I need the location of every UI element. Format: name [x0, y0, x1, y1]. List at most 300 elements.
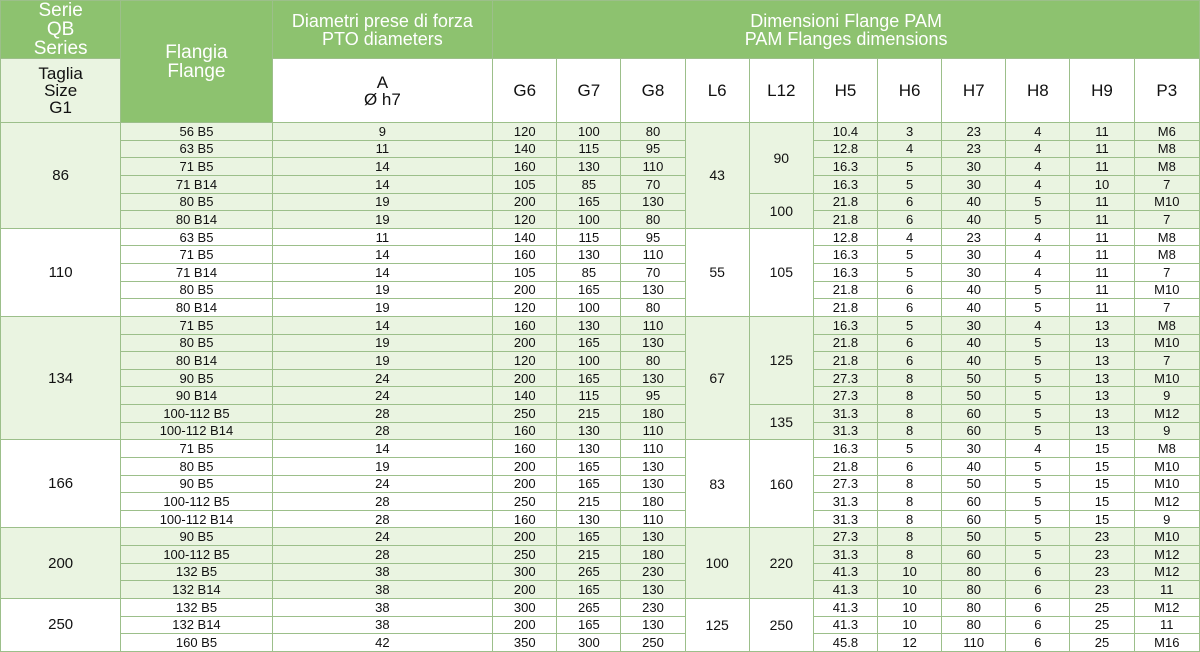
h7-cell: 60 [942, 493, 1006, 511]
a-cell: 14 [272, 246, 493, 264]
g7-cell: 130 [557, 422, 621, 440]
p3-cell: 7 [1134, 211, 1199, 229]
g6-cell: 200 [493, 475, 557, 493]
flange-cell: 90 B5 [121, 475, 272, 493]
h8-cell: 6 [1006, 581, 1070, 599]
flange-cell: 71 B5 [121, 440, 272, 458]
h6-cell: 12 [878, 634, 942, 652]
a-cell: 24 [272, 369, 493, 387]
pto-header-line: Diametri prese di forza [291, 10, 473, 31]
size-header-line: Size [44, 81, 78, 100]
h9-cell: 11 [1070, 264, 1134, 282]
h9-cell: 11 [1070, 228, 1134, 246]
g6-cell: 120 [493, 123, 557, 141]
table-row [1, 281, 1200, 299]
a-cell: 42 [272, 634, 493, 652]
h6-cell: 8 [878, 405, 942, 423]
table-row [1, 598, 1200, 616]
g6-cell: 160 [493, 158, 557, 176]
h5-cell: 31.3 [813, 422, 877, 440]
h7-cell: 50 [942, 475, 1006, 493]
g7-cell: 85 [557, 264, 621, 282]
flange-cell: 160 B5 [121, 634, 272, 652]
flange-cell: 100-112 B14 [121, 422, 272, 440]
a-cell: 28 [272, 493, 493, 511]
g8-cell: 110 [621, 316, 685, 334]
g6-cell: 200 [493, 369, 557, 387]
h7-cell: 60 [942, 510, 1006, 528]
series-header [1, 1, 121, 59]
h8-cell: 5 [1006, 193, 1070, 211]
g6-cell: 140 [493, 228, 557, 246]
g6-cell: 200 [493, 581, 557, 599]
table-row [1, 546, 1200, 564]
h5-cell: 10.4 [813, 123, 877, 141]
g8-cell: 110 [621, 510, 685, 528]
h5-cell: 27.3 [813, 528, 877, 546]
a-cell: 14 [272, 264, 493, 282]
h9-cell: 25 [1070, 598, 1134, 616]
h9-cell: 11 [1070, 158, 1134, 176]
h5-cell: 21.8 [813, 211, 877, 229]
h9-cell: 11 [1070, 246, 1134, 264]
p3-cell: M10 [1134, 193, 1199, 211]
h6-cell: 8 [878, 493, 942, 511]
a-cell: 24 [272, 475, 493, 493]
table-row [1, 175, 1200, 193]
a-header-line: Ø h7 [363, 89, 401, 109]
h7-cell: 40 [942, 281, 1006, 299]
col-header-l6: L6 [685, 59, 749, 123]
h6-cell: 8 [878, 475, 942, 493]
p3-cell: M12 [1134, 405, 1199, 423]
g6-cell: 105 [493, 175, 557, 193]
h6-cell: 6 [878, 457, 942, 475]
flange-cell: 80 B5 [121, 193, 272, 211]
flange-cell: 56 B5 [121, 123, 272, 141]
g8-cell: 130 [621, 616, 685, 634]
a-cell: 14 [272, 158, 493, 176]
h6-cell: 5 [878, 264, 942, 282]
h9-cell: 13 [1070, 387, 1134, 405]
h7-cell: 80 [942, 563, 1006, 581]
g7-cell: 100 [557, 211, 621, 229]
h7-cell: 50 [942, 387, 1006, 405]
g8-cell: 110 [621, 246, 685, 264]
g7-cell: 165 [557, 581, 621, 599]
h6-cell: 6 [878, 211, 942, 229]
g7-cell: 215 [557, 405, 621, 423]
h6-cell: 10 [878, 616, 942, 634]
flange-cell: 80 B5 [121, 457, 272, 475]
table-row [1, 316, 1200, 334]
g6-cell: 120 [493, 352, 557, 370]
table-body [1, 123, 1200, 652]
h9-cell: 15 [1070, 510, 1134, 528]
g6-cell: 250 [493, 493, 557, 511]
h5-cell: 27.3 [813, 387, 877, 405]
g6-cell: 200 [493, 281, 557, 299]
flange-header [121, 1, 272, 123]
table-row [1, 422, 1200, 440]
col-header-h8: H8 [1006, 59, 1070, 123]
a-cell: 19 [272, 334, 493, 352]
h8-cell: 4 [1006, 264, 1070, 282]
h9-cell: 13 [1070, 352, 1134, 370]
flange-header-line: Flange [167, 60, 226, 82]
g7-cell: 100 [557, 299, 621, 317]
series-header-line: Serie [38, 0, 83, 21]
g8-cell: 110 [621, 440, 685, 458]
table-row [1, 369, 1200, 387]
flange-cell: 80 B14 [121, 352, 272, 370]
g7-cell: 165 [557, 616, 621, 634]
flange-cell: 80 B14 [121, 211, 272, 229]
g7-cell: 130 [557, 246, 621, 264]
h8-cell: 5 [1006, 493, 1070, 511]
h8-cell: 4 [1006, 175, 1070, 193]
h6-cell: 4 [878, 228, 942, 246]
h9-cell: 15 [1070, 457, 1134, 475]
g6-cell: 140 [493, 140, 557, 158]
h7-cell: 30 [942, 175, 1006, 193]
h8-cell: 4 [1006, 158, 1070, 176]
g8-cell: 95 [621, 228, 685, 246]
a-cell: 19 [272, 193, 493, 211]
h5-cell: 21.8 [813, 281, 877, 299]
size-header-line: Taglia [38, 64, 83, 83]
p3-cell: M8 [1134, 246, 1199, 264]
h8-cell: 6 [1006, 634, 1070, 652]
p3-cell: M8 [1134, 158, 1199, 176]
g7-cell: 130 [557, 158, 621, 176]
g6-cell: 300 [493, 563, 557, 581]
h6-cell: 6 [878, 352, 942, 370]
a-cell: 19 [272, 211, 493, 229]
g6-cell: 160 [493, 422, 557, 440]
a-cell: 14 [272, 440, 493, 458]
flange-cell: 80 B5 [121, 334, 272, 352]
g8-cell: 130 [621, 369, 685, 387]
flange-cell: 71 B14 [121, 264, 272, 282]
h5-cell: 21.8 [813, 352, 877, 370]
flange-cell: 90 B5 [121, 528, 272, 546]
a-cell: 9 [272, 123, 493, 141]
p3-cell: 7 [1134, 264, 1199, 282]
g7-cell: 130 [557, 440, 621, 458]
h5-cell: 21.8 [813, 299, 877, 317]
pto-header-line: PTO diameters [322, 28, 443, 49]
h8-cell: 5 [1006, 457, 1070, 475]
h7-cell: 40 [942, 334, 1006, 352]
flange-header-line: Flangia [165, 41, 228, 63]
g8-cell: 110 [621, 422, 685, 440]
g7-cell: 115 [557, 228, 621, 246]
a-cell: 38 [272, 616, 493, 634]
p3-cell: M12 [1134, 493, 1199, 511]
g6-cell: 120 [493, 299, 557, 317]
flange-cell: 80 B14 [121, 299, 272, 317]
g7-cell: 130 [557, 510, 621, 528]
h6-cell: 8 [878, 369, 942, 387]
h9-cell: 15 [1070, 475, 1134, 493]
a-cell: 24 [272, 528, 493, 546]
g7-cell: 115 [557, 387, 621, 405]
g8-cell: 80 [621, 123, 685, 141]
flange-cell: 90 B5 [121, 369, 272, 387]
g7-cell: 165 [557, 281, 621, 299]
h8-cell: 5 [1006, 510, 1070, 528]
h7-cell: 40 [942, 457, 1006, 475]
size-cell: 86 [1, 123, 121, 229]
a-cell: 19 [272, 457, 493, 475]
h9-cell: 13 [1070, 422, 1134, 440]
h9-cell: 25 [1070, 616, 1134, 634]
g8-cell: 110 [621, 158, 685, 176]
g6-cell: 200 [493, 334, 557, 352]
h7-cell: 40 [942, 352, 1006, 370]
col-header-l12: L12 [749, 59, 813, 123]
h8-cell: 5 [1006, 528, 1070, 546]
g7-cell: 215 [557, 493, 621, 511]
g7-cell: 215 [557, 546, 621, 564]
h5-cell: 21.8 [813, 457, 877, 475]
h8-cell: 5 [1006, 211, 1070, 229]
table-header [1, 1, 1200, 123]
h5-cell: 12.8 [813, 228, 877, 246]
g7-cell: 85 [557, 175, 621, 193]
table-row [1, 299, 1200, 317]
h5-cell: 31.3 [813, 510, 877, 528]
h5-cell: 41.3 [813, 581, 877, 599]
l12-cell: 220 [749, 528, 813, 599]
a-cell: 19 [272, 299, 493, 317]
g6-cell: 300 [493, 598, 557, 616]
table-row [1, 457, 1200, 475]
h6-cell: 5 [878, 175, 942, 193]
table-row [1, 581, 1200, 599]
flange-cell: 132 B14 [121, 616, 272, 634]
g8-cell: 230 [621, 563, 685, 581]
p3-cell: M6 [1134, 123, 1199, 141]
h6-cell: 10 [878, 581, 942, 599]
h8-cell: 4 [1006, 123, 1070, 141]
h5-cell: 16.3 [813, 316, 877, 334]
h6-cell: 6 [878, 281, 942, 299]
size-cell: 134 [1, 316, 121, 439]
h5-cell: 16.3 [813, 158, 877, 176]
h8-cell: 6 [1006, 563, 1070, 581]
col-header-h6: H6 [878, 59, 942, 123]
g7-cell: 130 [557, 316, 621, 334]
flange-cell: 90 B14 [121, 387, 272, 405]
h7-cell: 30 [942, 316, 1006, 334]
p3-cell: 11 [1134, 581, 1199, 599]
a-header [272, 59, 493, 123]
pam-header-line: Dimensioni Flange PAM [750, 10, 942, 31]
p3-cell: 7 [1134, 299, 1199, 317]
h7-cell: 110 [942, 634, 1006, 652]
p3-cell: 7 [1134, 352, 1199, 370]
p3-cell: M8 [1134, 228, 1199, 246]
h6-cell: 6 [878, 299, 942, 317]
g6-cell: 140 [493, 387, 557, 405]
h8-cell: 4 [1006, 246, 1070, 264]
g6-cell: 200 [493, 193, 557, 211]
g8-cell: 180 [621, 546, 685, 564]
table-row [1, 405, 1200, 423]
p3-cell: M8 [1134, 440, 1199, 458]
size-cell: 250 [1, 598, 121, 651]
pam-header [493, 1, 1200, 59]
g8-cell: 130 [621, 281, 685, 299]
g6-cell: 160 [493, 440, 557, 458]
pam-header-line: PAM Flanges dimensions [744, 28, 948, 49]
flange-cell: 71 B5 [121, 158, 272, 176]
p3-cell: M10 [1134, 281, 1199, 299]
h5-cell: 31.3 [813, 546, 877, 564]
l12-cell: 135 [749, 405, 813, 440]
flange-cell: 132 B14 [121, 581, 272, 599]
table-row [1, 140, 1200, 158]
h5-cell: 27.3 [813, 369, 877, 387]
h9-cell: 23 [1070, 528, 1134, 546]
table-row [1, 193, 1200, 211]
h8-cell: 6 [1006, 616, 1070, 634]
h6-cell: 8 [878, 510, 942, 528]
h7-cell: 80 [942, 581, 1006, 599]
table-row [1, 440, 1200, 458]
table-row [1, 228, 1200, 246]
h8-cell: 5 [1006, 281, 1070, 299]
a-cell: 38 [272, 563, 493, 581]
h8-cell: 6 [1006, 598, 1070, 616]
l6-cell: 125 [685, 598, 749, 651]
h7-cell: 60 [942, 405, 1006, 423]
g8-cell: 130 [621, 193, 685, 211]
l12-cell: 105 [749, 228, 813, 316]
h5-cell: 21.8 [813, 193, 877, 211]
series-header-line: QB [46, 19, 75, 40]
table-row [1, 264, 1200, 282]
p3-cell: 9 [1134, 387, 1199, 405]
h9-cell: 15 [1070, 493, 1134, 511]
series-header-line: Series [33, 38, 88, 59]
h7-cell: 40 [942, 299, 1006, 317]
h5-cell: 16.3 [813, 264, 877, 282]
h7-cell: 40 [942, 193, 1006, 211]
g8-cell: 230 [621, 598, 685, 616]
g7-cell: 165 [557, 475, 621, 493]
h9-cell: 13 [1070, 334, 1134, 352]
flange-cell: 80 B5 [121, 281, 272, 299]
size-header-line: G1 [49, 98, 72, 117]
h5-cell: 16.3 [813, 246, 877, 264]
h6-cell: 5 [878, 158, 942, 176]
l6-cell: 100 [685, 528, 749, 599]
h8-cell: 5 [1006, 475, 1070, 493]
table-row [1, 123, 1200, 141]
h5-cell: 27.3 [813, 475, 877, 493]
h7-cell: 80 [942, 616, 1006, 634]
g7-cell: 100 [557, 352, 621, 370]
a-cell: 14 [272, 316, 493, 334]
g6-cell: 120 [493, 211, 557, 229]
p3-cell: M10 [1134, 457, 1199, 475]
l6-cell: 67 [685, 316, 749, 439]
table-row [1, 616, 1200, 634]
p3-cell: M10 [1134, 369, 1199, 387]
g6-cell: 160 [493, 510, 557, 528]
h7-cell: 30 [942, 440, 1006, 458]
h5-cell: 41.3 [813, 563, 877, 581]
h9-cell: 11 [1070, 211, 1134, 229]
h8-cell: 5 [1006, 422, 1070, 440]
h6-cell: 10 [878, 563, 942, 581]
table-row [1, 334, 1200, 352]
flange-cell: 132 B5 [121, 598, 272, 616]
p3-cell: M12 [1134, 546, 1199, 564]
p3-cell: M12 [1134, 563, 1199, 581]
a-cell: 11 [272, 140, 493, 158]
h9-cell: 23 [1070, 581, 1134, 599]
table-row [1, 475, 1200, 493]
table-row [1, 387, 1200, 405]
l12-cell: 160 [749, 440, 813, 528]
a-cell: 28 [272, 405, 493, 423]
flange-cell: 71 B14 [121, 175, 272, 193]
h7-cell: 60 [942, 422, 1006, 440]
a-cell: 28 [272, 546, 493, 564]
g7-cell: 115 [557, 140, 621, 158]
col-header-p3: P3 [1134, 59, 1199, 123]
h8-cell: 5 [1006, 369, 1070, 387]
g7-cell: 165 [557, 369, 621, 387]
h8-cell: 5 [1006, 334, 1070, 352]
g7-cell: 165 [557, 457, 621, 475]
col-header-h5: H5 [813, 59, 877, 123]
h8-cell: 4 [1006, 228, 1070, 246]
g6-cell: 200 [493, 616, 557, 634]
p3-cell: 9 [1134, 422, 1199, 440]
a-cell: 19 [272, 281, 493, 299]
g8-cell: 95 [621, 140, 685, 158]
flange-cell: 100-112 B5 [121, 405, 272, 423]
p3-cell: M10 [1134, 334, 1199, 352]
h6-cell: 5 [878, 316, 942, 334]
h6-cell: 3 [878, 123, 942, 141]
g8-cell: 180 [621, 493, 685, 511]
g6-cell: 250 [493, 546, 557, 564]
table-row [1, 211, 1200, 229]
h9-cell: 25 [1070, 634, 1134, 652]
g8-cell: 130 [621, 457, 685, 475]
g6-cell: 160 [493, 316, 557, 334]
p3-cell: 9 [1134, 510, 1199, 528]
h5-cell: 41.3 [813, 598, 877, 616]
size-cell: 110 [1, 228, 121, 316]
g8-cell: 80 [621, 299, 685, 317]
l12-cell: 250 [749, 598, 813, 651]
g7-cell: 165 [557, 334, 621, 352]
g8-cell: 95 [621, 387, 685, 405]
h6-cell: 8 [878, 528, 942, 546]
g6-cell: 200 [493, 528, 557, 546]
h6-cell: 6 [878, 334, 942, 352]
a-header-line: A [376, 72, 389, 92]
h9-cell: 13 [1070, 369, 1134, 387]
p3-cell: 11 [1134, 616, 1199, 634]
